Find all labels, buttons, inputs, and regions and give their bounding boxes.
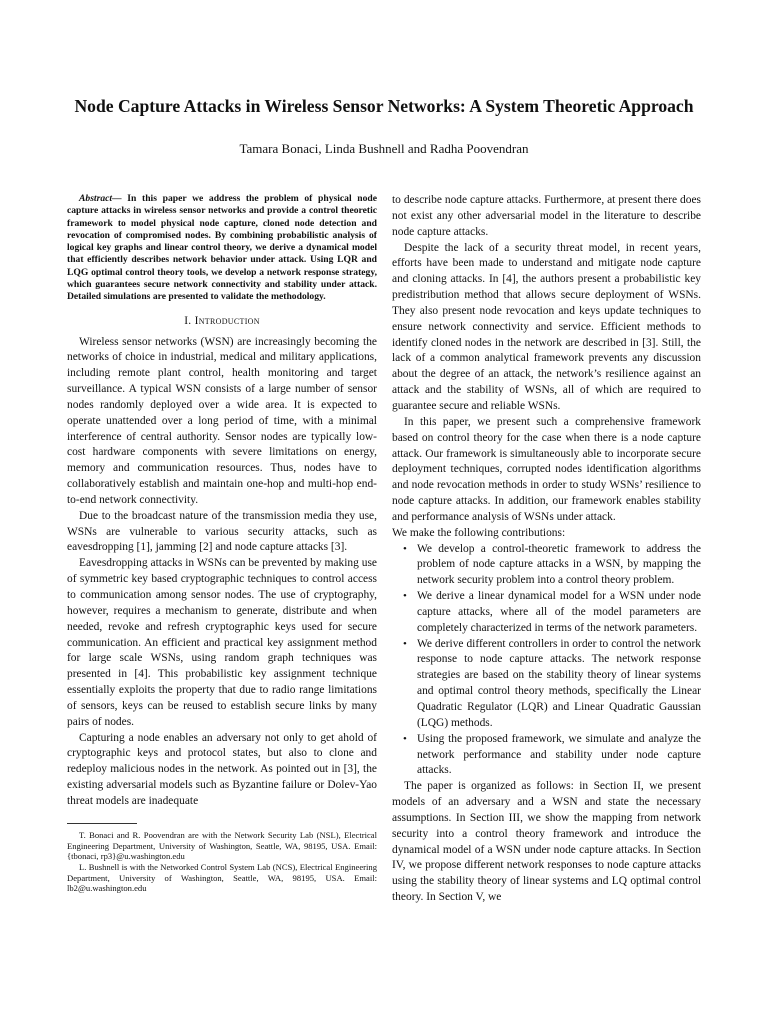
section-number: I.: [184, 314, 195, 327]
section-title: Introduction: [194, 314, 260, 327]
contribution-item: • We derive different controllers in order to control the network response to node capture attacks. The network response strategies are based on the stability theory of linear systems and optimal control theory methods, specifically the Linear Quadratic Regulator (LQR) and Linear Quadratic Gaussian (LQG) methods.: [417, 637, 701, 732]
footnote-affiliation: T. Bonaci and R. Poovendran are with the Network Security Lab (NSL), Electrical Engineering Department, University of Washington, Seattle, WA, 98195, USA. Email: {tbonaci, rp3}@u.washington.edu: [67, 829, 377, 862]
abstract-lead: Abstract—: [79, 193, 122, 204]
right-column: [392, 193, 701, 906]
contribution-item: • We derive a linear dynamical model for a WSN under node capture attacks, where all of the model parameters are completely characterized in terms of the network parameters.: [417, 589, 701, 637]
paper-title: Node Capture Attacks in Wireless Sensor Networks: A System Theoretic Approach: [74, 96, 694, 116]
abstract: [67, 193, 377, 304]
footnote-rule: [67, 823, 137, 824]
contributions-list: [392, 542, 701, 780]
body-paragraph: The paper is organized as follows: in Section II, we present models of an adversary and a WSN and state the necessary assumptions. In Section III, we show the mapping from network security into a control theory framework and introduce the dynamical model of a WSN under node capture attacks. In Section IV, we propose different network responses to node capture attacks using the stability theory of linear systems and LQ optimal control theory. In Section V, we: [392, 780, 701, 904]
contributions-lead: We make the following contributions:: [392, 526, 566, 539]
contribution-item: • We develop a control-theoretic framework to address the problem of node capture attacks in a WSN, by mapping the network security problem into a control theory problem.: [417, 542, 701, 590]
abstract-text: In this paper we address the problem of physical node capture attacks in wireless sensor networks and provide a control theoretic framework to model physical node capture, cloned node detection and revocation of compromised nodes. By combining probabilistic analysis of logical key graphs and linear control theory, we derive a dynamical model that efficiently describes network behavior under attack. Using LQR and LQG optimal control theory tools, we develop a network response strategy, which guarantees secure network connectivity and stability under attack. Detailed simulations are presented to validate the methodology.: [67, 193, 377, 303]
intro-paragraph: Due to the broadcast nature of the transmission media they use, WSNs are vulnerable to various security attacks, such as eavesdropping [1], jamming [2] and node capture attacks [3].: [67, 509, 377, 554]
intro-paragraph: Capturing a node enables an adversary not only to get ahold of cryptographic keys and protocol states, but also to clone and redeploy malicious nodes in the network. As pointed out in [3], the existing adversarial models such as Byzantine failure or Dolev-Yao threat models are inadequate: [67, 731, 377, 807]
footnote-affiliation: L. Bushnell is with the Networked Control System Lab (NCS), Electrical Engineering Department, University of Washington, Seattle, WA, 98195, USA. Email: lb2@u.washington.edu: [67, 861, 377, 894]
intro-paragraph: Eavesdropping attacks in WSNs can be prevented by making use of symmetric key based cryptographic techniques to control access to communication among sensor nodes. The use of cryptography, however, requires a mechanism to generate, distribute and when needed, revoke and refresh cryptographic keys used for secure communication. An efficient and practical key assignment method for large scale WSNs, using random graph techniques was presented in [4]. This probabilistic key assignment technique essentially exploits the property that due to radio range limitations of sensors, keys can be reused to establish secure links by many pairs of nodes.: [67, 557, 377, 728]
section-heading-introduction: [67, 314, 377, 330]
contribution-item: • Using the proposed framework, we simulate and analyze the network performance and stability under node capture attacks.: [417, 732, 701, 780]
intro-paragraph: Wireless sensor networks (WSN) are increasingly becoming the networks of choice in industrial, medical and military applications, including remote plant control, health monitoring and target surveillance. A typical WSN consists of a large number of sensor nodes randomly deployed over a wide area. It is expected to operate unattended over a long period of time, with a minimal interference of central authority. Sensor nodes are typically low-cost hardware components with severe limitations on energy, memory and communication resources. Thus, nodes have to collaboratively establish and maintain one-hop and multi-hop end-to-end network connectivity.: [67, 335, 377, 506]
body-paragraph: In this paper, we present such a comprehensive framework based on control theory for the case when there is a node capture attack. Our framework is simultaneously able to incorporate secure deployment techniques, corrupted nodes identification algorithms and node revocation methods in order to study WSNs’ resilience to node capture attacks. In addition, our framework enables stability and performance analysis of WSNs under attack.: [392, 415, 701, 523]
paper-authors: Tamara Bonaci, Linda Bushnell and Radha Poovendran: [239, 141, 529, 156]
body-paragraph: to describe node capture attacks. Furthermore, at present there does not exist any other adversarial model in the literature to describe node capture attacks.: [392, 194, 701, 238]
body-paragraph: Despite the lack of a security threat model, in recent years, efforts have been made to understand and mitigate node capture and cloning attacks. In [4], the authors present a probabilistic key predistribution method that allows secure deployment of WSNs. They also present node revocation and keys update techniques to ensure network connectivity and service. Efficient methods to identify cloned nodes in the network are described in [3]. Still, the lack of a common analytical framework prevents any discussion about the degree of an attack, the network’s resilience against an attack and the stability of WSNs, all of which are required to guarantee secure and reliable WSNs.: [392, 241, 701, 412]
left-column: [67, 193, 377, 894]
